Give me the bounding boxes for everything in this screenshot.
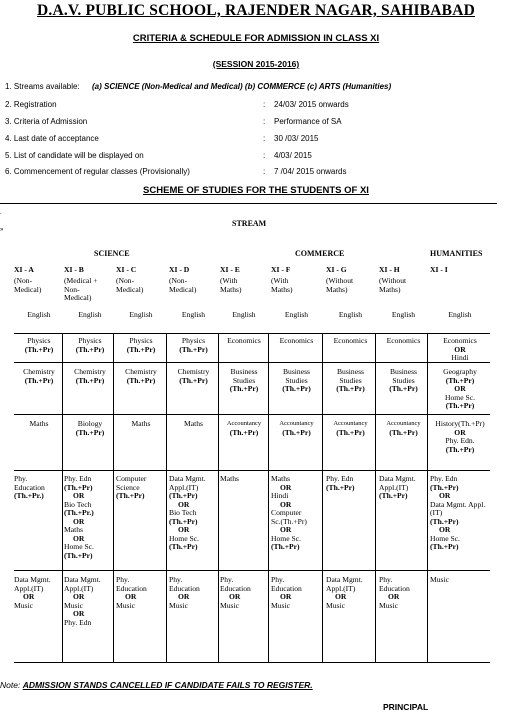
cell-r3 bbox=[14, 368, 64, 385]
subject-line: Maths) bbox=[326, 284, 348, 294]
cell-r1 bbox=[116, 311, 166, 320]
subject-line: (With bbox=[220, 276, 238, 285]
subject-line: Phy. Edn bbox=[326, 474, 354, 483]
item-commencement-label: 6. Commencement of regular classes (Provisionally) bbox=[5, 167, 190, 176]
subject-line: (Non- bbox=[116, 276, 135, 285]
cell-r5 bbox=[64, 475, 116, 560]
subject-line: (Th.+Pr) bbox=[229, 427, 259, 437]
cell-r6 bbox=[379, 576, 428, 610]
or-label: OR bbox=[280, 525, 292, 534]
item-commencement-value: 7 /04/ 2015 onwards bbox=[274, 167, 347, 176]
subject-line: (Th.+Pr) bbox=[282, 427, 311, 437]
subject-line: Maths bbox=[271, 474, 290, 483]
group-science: SCIENCE bbox=[94, 249, 130, 258]
subject-line: (IT) bbox=[430, 508, 443, 517]
subject-line: Home Sc. bbox=[430, 533, 460, 543]
cell-r2 bbox=[326, 337, 375, 346]
subject-line: Chemistry bbox=[74, 367, 106, 376]
subject-line: Studies bbox=[392, 375, 415, 385]
cell-r6 bbox=[326, 576, 375, 610]
school-name: D.A.V. PUBLIC SCHOOL, RAJENDER NAGAR, SAHIBABAD bbox=[36, 2, 475, 19]
cell-r1 bbox=[326, 311, 375, 320]
subject-line: (Th.+Pr) bbox=[326, 482, 355, 492]
or-label: OR bbox=[178, 525, 190, 534]
subject-line: (With bbox=[271, 276, 289, 285]
cell-r3 bbox=[169, 368, 218, 385]
subject-line: (Th.+Pr) bbox=[389, 384, 418, 393]
item-list-display-value: 4/03/ 2015 bbox=[274, 151, 312, 160]
subject-line: Maths bbox=[184, 419, 203, 428]
item-registration-label: 2. Registration bbox=[5, 100, 57, 109]
cell-r3 bbox=[116, 368, 166, 385]
cell-r5 bbox=[220, 475, 268, 484]
document-title: CRITERIA & SCHEDULE FOR ADMISSION IN CLASS XI bbox=[132, 33, 380, 44]
cell-r3 bbox=[326, 368, 375, 394]
side-mark: . bbox=[0, 210, 2, 216]
subject-line: (Th.+Pr) bbox=[430, 482, 459, 492]
subject-line: Music bbox=[271, 600, 290, 610]
subject-line: Physics bbox=[181, 336, 206, 345]
subject-line: Education bbox=[169, 583, 200, 593]
subject-line: Maths bbox=[29, 419, 49, 428]
or-label: OR bbox=[229, 592, 241, 601]
note-text: ADMISSION STANDS CANCELLED IF CANDIDATE FAILS TO REGISTER. bbox=[22, 680, 313, 690]
subject-line: (Th.+Pr) bbox=[282, 384, 311, 393]
subject-line: Home Sc. bbox=[169, 533, 199, 543]
subject-line: (Th.+Pr) bbox=[379, 491, 408, 500]
cell-r1 bbox=[430, 311, 490, 320]
subject-line: Hindi bbox=[271, 491, 289, 500]
item-last-date-value: 30 /03/ 2015 bbox=[274, 134, 319, 143]
subject-line: Medical) bbox=[64, 293, 92, 302]
item-criteria-label: 3. Criteria of Admission bbox=[5, 117, 88, 126]
subject-line: Music bbox=[64, 600, 83, 610]
group-humanities: HUMANITIES bbox=[430, 249, 483, 258]
cell-sub bbox=[116, 277, 166, 294]
note-label: Note: bbox=[0, 680, 21, 690]
section-name: XI - G bbox=[326, 265, 347, 274]
note bbox=[0, 680, 313, 690]
subject-line: Maths) bbox=[220, 284, 242, 294]
subject-line: Phy. Edn. bbox=[445, 436, 475, 445]
subject-line: (Th.+Pr) bbox=[271, 542, 300, 551]
subject-line: (Th.+Pr) bbox=[75, 427, 105, 437]
subject-line: Business bbox=[230, 367, 258, 376]
subject-line: (Th.+Pr) bbox=[430, 542, 459, 551]
subject-line: (Th.+Pr) bbox=[336, 427, 365, 437]
subject-line: Business bbox=[336, 367, 364, 376]
or-label: OR bbox=[73, 592, 85, 601]
table-column-line bbox=[375, 333, 376, 662]
cell-r1 bbox=[271, 311, 322, 320]
or-label: OR bbox=[454, 384, 466, 393]
cell-r2 bbox=[116, 337, 166, 354]
subject-line: Music bbox=[379, 600, 398, 610]
subject-line: (Th.+Pr) bbox=[445, 375, 475, 385]
or-label: OR bbox=[280, 592, 292, 601]
or-label: OR bbox=[73, 516, 85, 526]
cell-r1 bbox=[220, 311, 268, 320]
subject-line: (Th.+Pr) bbox=[24, 375, 54, 385]
subject-line: (Th.+Pr) bbox=[24, 344, 54, 354]
subject-line: Chemistry bbox=[125, 367, 157, 376]
subject-line: Hindi bbox=[451, 353, 469, 362]
signature-principal: PRINCIPAL bbox=[383, 702, 429, 712]
subject-line: Data Mgmt. bbox=[14, 575, 51, 584]
subject-line: (Th.+Pr) bbox=[126, 344, 156, 354]
cell-r4 bbox=[14, 420, 64, 429]
section-name: XI - A bbox=[14, 265, 34, 274]
subject-line: English bbox=[448, 310, 472, 319]
cell-sub bbox=[326, 277, 375, 294]
subject-line: Bio Tech bbox=[64, 499, 92, 509]
cell-sub bbox=[379, 277, 428, 294]
subject-line: Accountancy bbox=[386, 420, 421, 427]
subject-line: (Th.+Pr) bbox=[75, 344, 105, 354]
subject-line: Data Mgmt. bbox=[379, 474, 416, 483]
subject-line: Biology bbox=[77, 419, 103, 428]
subject-line: English bbox=[78, 310, 102, 319]
subject-line: English bbox=[181, 310, 206, 319]
subject-line: (Th.+Pr) bbox=[430, 516, 459, 526]
subject-line: Medical) bbox=[14, 284, 42, 294]
subject-line: Phy. bbox=[379, 575, 393, 584]
subject-line: Economics bbox=[443, 336, 477, 345]
subject-line: (Th.+Pr) bbox=[169, 516, 198, 526]
cell-r1 bbox=[169, 311, 218, 320]
stream-heading: STREAM bbox=[232, 219, 267, 228]
subject-line: Data Mgmt. Appl. bbox=[430, 499, 486, 509]
subject-line: (Th.+Pr) bbox=[179, 344, 208, 354]
table-row-line bbox=[14, 662, 490, 663]
cell-r2 bbox=[64, 337, 116, 354]
item-list-display-label: 5. List of candidate will be displayed on bbox=[5, 151, 144, 160]
subject-line: Maths bbox=[131, 419, 151, 428]
or-label: OR bbox=[335, 592, 347, 601]
cell-r2 bbox=[379, 337, 428, 346]
subject-line: Physics bbox=[27, 336, 51, 345]
cell-r3 bbox=[64, 368, 116, 385]
cell-r4 bbox=[271, 420, 322, 437]
colon: : bbox=[263, 151, 266, 160]
subject-line: Computer bbox=[116, 474, 147, 483]
or-label: OR bbox=[178, 592, 190, 601]
subject-line: Phy. bbox=[220, 575, 234, 584]
cell-r6 bbox=[430, 576, 490, 585]
colon: : bbox=[263, 100, 266, 109]
subject-line: (Th.+Pr) bbox=[169, 491, 198, 500]
cell-r4 bbox=[379, 420, 428, 437]
subject-line: (Without bbox=[326, 276, 354, 285]
table-row-line bbox=[14, 570, 490, 571]
side-mark: » bbox=[0, 227, 4, 233]
subject-line: Maths bbox=[220, 474, 239, 483]
subject-line: Appl.(IT) bbox=[14, 583, 44, 593]
subject-line: English bbox=[232, 310, 256, 319]
cell-r5 bbox=[271, 475, 322, 552]
subject-line: Accountancy bbox=[226, 420, 262, 427]
cell-r5 bbox=[14, 475, 64, 501]
or-label: OR bbox=[439, 491, 451, 500]
cell-r1 bbox=[14, 311, 64, 320]
subject-line: (Th.+Pr.) bbox=[64, 508, 94, 517]
subject-line: Economics bbox=[333, 336, 368, 345]
subject-line: (Th.+Pr) bbox=[445, 401, 475, 410]
cell-r1 bbox=[379, 311, 428, 320]
cell-r5 bbox=[379, 475, 428, 501]
subject-line: Science bbox=[116, 482, 140, 492]
or-label: OR bbox=[23, 592, 35, 601]
subject-line: (Non- bbox=[169, 276, 188, 285]
colon: : bbox=[263, 134, 266, 143]
subject-line: Studies bbox=[232, 375, 256, 385]
subject-line: English bbox=[338, 310, 363, 319]
subject-line: Geography bbox=[443, 367, 477, 376]
subject-line: Accountancy bbox=[279, 420, 314, 427]
subject-line: Maths) bbox=[271, 284, 293, 294]
subject-line: Economics bbox=[227, 336, 261, 345]
subject-line: Bio Tech bbox=[169, 508, 197, 517]
section-name: XI - B bbox=[64, 265, 84, 274]
cell-r3 bbox=[379, 368, 428, 394]
subject-line: (Th.+Pr) bbox=[64, 550, 93, 560]
cell-r4 bbox=[430, 420, 490, 454]
section-name: XI - D bbox=[169, 265, 190, 274]
table-column-line bbox=[268, 333, 269, 662]
colon: : bbox=[263, 117, 266, 126]
cell-sub bbox=[169, 277, 218, 294]
or-label: OR bbox=[454, 427, 466, 437]
or-label: OR bbox=[280, 482, 292, 492]
cell-sub bbox=[271, 277, 322, 294]
cell-r6 bbox=[116, 576, 166, 610]
subject-line: Computer bbox=[271, 508, 302, 517]
subject-line: (Th.+Pr) bbox=[445, 444, 475, 454]
subject-line: Studies bbox=[285, 375, 308, 385]
cell-sub bbox=[220, 277, 268, 294]
cell-r3 bbox=[220, 368, 268, 394]
cell-r4 bbox=[64, 420, 116, 437]
table-column-line bbox=[166, 333, 167, 662]
subject-line: Business bbox=[389, 367, 417, 376]
cell-r4 bbox=[326, 420, 375, 437]
cell-r2 bbox=[14, 337, 64, 354]
table-column-line bbox=[322, 333, 323, 662]
subject-line: Phy. bbox=[271, 575, 285, 584]
subject-line: Music bbox=[116, 600, 135, 610]
subject-line: (Th.+Pr) bbox=[169, 542, 198, 551]
section-name: XI - I bbox=[430, 265, 448, 274]
subject-line: Accountancy bbox=[333, 420, 368, 427]
session-label: (SESSION 2015-2016) bbox=[212, 59, 300, 69]
subject-line: Music bbox=[169, 600, 188, 610]
subject-line: Business bbox=[282, 367, 310, 376]
subject-line: Data Mgmt. bbox=[64, 575, 101, 584]
or-label: OR bbox=[73, 491, 85, 500]
table-row-line bbox=[14, 414, 490, 415]
subject-line: Music bbox=[326, 600, 345, 610]
table-row-line bbox=[14, 470, 490, 471]
cell-r1 bbox=[64, 311, 116, 320]
subject-line: (Th.+Pr.) bbox=[14, 491, 44, 500]
colon: : bbox=[263, 167, 266, 176]
subject-line: Sc.(Th.+Pr) bbox=[271, 516, 307, 526]
divider bbox=[0, 203, 497, 204]
subject-line: Economics bbox=[386, 336, 421, 345]
subject-line: Appl.(IT) bbox=[326, 583, 356, 593]
subject-line: Maths) bbox=[379, 284, 401, 294]
cell-r6 bbox=[14, 576, 64, 610]
subject-line: English bbox=[284, 310, 309, 319]
subject-line: Economics bbox=[279, 336, 314, 345]
or-label: OR bbox=[178, 499, 190, 509]
subject-line: (Non- bbox=[14, 276, 33, 285]
or-label: OR bbox=[454, 344, 466, 354]
cell-r2 bbox=[271, 337, 322, 346]
subject-line: English bbox=[129, 310, 153, 319]
subject-line: Chemistry bbox=[177, 367, 210, 376]
subject-line: (Th.+Pr) bbox=[64, 482, 93, 492]
subject-line: Physics bbox=[78, 336, 102, 345]
subject-line: Phy. Edn bbox=[430, 474, 458, 483]
subject-line: Phy. Edn bbox=[64, 617, 92, 627]
subject-line: Education bbox=[271, 583, 302, 593]
section-name: XI - C bbox=[116, 265, 137, 274]
subject-line: Medical) bbox=[116, 284, 144, 294]
or-label: OR bbox=[125, 592, 137, 601]
cell-r5 bbox=[430, 475, 490, 552]
subject-line: Appl.(IT) bbox=[64, 583, 94, 593]
or-label: OR bbox=[439, 525, 451, 534]
subject-line: Education bbox=[220, 583, 251, 593]
subject-line: Education bbox=[116, 583, 147, 593]
item-criteria-value: Performance of SA bbox=[274, 117, 342, 126]
cell-r3 bbox=[430, 368, 490, 411]
table-row-line bbox=[14, 362, 490, 363]
cell-r2 bbox=[430, 337, 490, 363]
subject-line: (Th.+Pr) bbox=[389, 427, 418, 437]
subject-line: (Th.+Pr) bbox=[229, 384, 259, 393]
section-name: XI - H bbox=[379, 265, 400, 274]
cell-r6 bbox=[169, 576, 218, 610]
cell-sub bbox=[14, 277, 64, 294]
cell-r2 bbox=[169, 337, 218, 354]
subject-line: Music bbox=[430, 575, 449, 584]
subject-line: Phy. bbox=[169, 575, 183, 584]
subject-line: (Th.+Pr) bbox=[75, 375, 105, 385]
subject-line: Appl.(IT) bbox=[169, 482, 199, 492]
section-name: XI - E bbox=[220, 265, 240, 274]
subject-line: Appl.(IT) bbox=[379, 482, 409, 492]
subject-line: (Th.+Pr) bbox=[179, 375, 208, 385]
cell-r6 bbox=[220, 576, 268, 610]
or-label: OR bbox=[280, 499, 292, 509]
cell-r2 bbox=[220, 337, 268, 346]
table-row-line bbox=[14, 333, 490, 334]
cell-r4 bbox=[169, 420, 218, 429]
subject-line: Home Sc. bbox=[271, 533, 301, 543]
subject-line: (Th.+Pr) bbox=[116, 491, 145, 500]
subject-line: Medical) bbox=[169, 284, 197, 294]
section-name: XI - F bbox=[271, 265, 291, 274]
subject-line: (Th.+Pr) bbox=[336, 384, 365, 393]
cell-r5 bbox=[169, 475, 218, 552]
subject-line: English bbox=[27, 310, 51, 319]
subject-line: Education bbox=[14, 482, 45, 492]
subject-line: (Without bbox=[379, 276, 407, 285]
group-commerce: COMMERCE bbox=[295, 249, 345, 258]
cell-sub bbox=[64, 277, 116, 303]
subject-line: Chemistry bbox=[23, 367, 55, 376]
cell-r4 bbox=[116, 420, 166, 429]
cell-r6 bbox=[271, 576, 322, 610]
cell-r5 bbox=[326, 475, 375, 492]
subject-line: Studies bbox=[339, 375, 362, 385]
subject-line: Phy. Edn bbox=[64, 474, 92, 483]
cell-r5 bbox=[116, 475, 166, 501]
subject-line: Non- bbox=[64, 284, 80, 294]
subject-line: Education bbox=[379, 583, 410, 593]
subject-line: Home Sc. bbox=[445, 392, 475, 402]
subject-line: Maths bbox=[64, 525, 83, 534]
subject-line: English bbox=[391, 310, 416, 319]
item-registration-value: 24/03/ 2015 onwards bbox=[274, 100, 349, 109]
scheme-title: SCHEME OF STUDIES FOR THE STUDENTS OF XI bbox=[143, 185, 369, 196]
subject-line: Phy. bbox=[116, 575, 130, 584]
subject-line: Physics bbox=[129, 336, 153, 345]
subject-line: Home Sc. bbox=[64, 542, 94, 551]
subject-line: History(Th.+Pr) bbox=[435, 419, 485, 428]
item-streams-label: 1. Streams available: bbox=[5, 82, 80, 91]
table-column-line bbox=[218, 333, 219, 662]
subject-line: (Medical + bbox=[64, 276, 98, 285]
subject-line: (Th.+Pr) bbox=[126, 375, 156, 385]
subject-line: Data Mgmt. bbox=[169, 474, 206, 483]
cell-r3 bbox=[271, 368, 322, 394]
subject-line: Music bbox=[14, 600, 33, 610]
subject-line: Data Mgmt. bbox=[326, 575, 363, 584]
or-label: OR bbox=[73, 609, 85, 618]
or-label: OR bbox=[73, 533, 85, 543]
subject-line: Phy. bbox=[14, 474, 28, 483]
or-label: OR bbox=[388, 592, 400, 601]
cell-r4 bbox=[220, 420, 268, 437]
item-streams-value: (a) SCIENCE (Non-Medical and Medical) (b) COMMERCE (c) ARTS (Humanities) bbox=[92, 82, 392, 91]
cell-r6 bbox=[64, 576, 116, 627]
subject-line: Music bbox=[220, 600, 239, 610]
item-last-date-label: 4. Last date of acceptance bbox=[5, 134, 99, 143]
